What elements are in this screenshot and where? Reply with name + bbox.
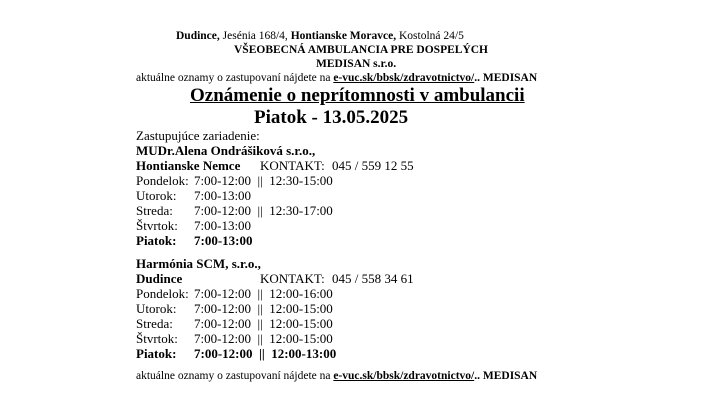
notice-link[interactable]: e-vuc.sk/bbsk/zdravotnictvo/: [333, 370, 475, 382]
facility-1-name: MUDr.Alena Ondrášiková s.r.o.,: [136, 143, 316, 158]
header-ambulance-name: VŠEOBECNÁ AMBULANCIA PRE DOSPELÝCH: [234, 44, 488, 56]
notice-link[interactable]: e-vuc.sk/bbsk/zdravotnictvo/: [333, 72, 475, 84]
header-address-1: Jesénia 168/4,: [219, 30, 291, 42]
facility-2-hours-row: [136, 286, 333, 302]
day-label: Streda:: [136, 316, 173, 331]
hours-value: 7:00-12:00 || 12:00-15:00: [194, 331, 333, 346]
hours-value: 7:00-13:00: [194, 218, 252, 233]
facility-2-name: Harmónia SCM, s.r.o.,: [136, 256, 261, 271]
facility-1-contact-row: [136, 158, 414, 174]
facility-2-hours-row: [136, 331, 333, 347]
day-label: Piatok:: [136, 346, 177, 361]
day-label: Pondelok:: [136, 173, 189, 188]
facility-1-hours-row: [136, 188, 251, 204]
notice-suffix: .. MEDISAN: [474, 72, 538, 84]
facility-1-hours-row: [136, 173, 333, 189]
hours-value: 7:00-12:00 || 12:00-16:00: [194, 286, 333, 301]
facility-2-hours-row: [136, 316, 333, 332]
header-town-2: Hontianske Moravce,: [290, 30, 397, 42]
header-company: MEDISAN s.r.o.: [316, 58, 397, 70]
notice-top: [136, 72, 537, 84]
header-address: [176, 30, 464, 42]
header-town-1: Dudince,: [176, 30, 220, 42]
facility-2-contact-row: [136, 271, 414, 287]
intro-label: Zastupujúce zariadenie:: [136, 128, 260, 143]
facility-2-hours-row-friday: [136, 346, 336, 362]
notice-prefix: aktuálne oznamy o zastupovaní nájdete na: [136, 370, 334, 382]
day-label: Pondelok:: [136, 286, 189, 301]
hours-value: 7:00-12:00 || 12:00-13:00: [194, 346, 337, 361]
hours-value: 7:00-12:00 || 12:00-15:00: [194, 301, 333, 316]
hours-value: 7:00-12:00 || 12:30-17:00: [194, 203, 333, 218]
facility-1-town: Hontianske Nemce: [136, 158, 241, 173]
facility-1-hours-row-friday: [136, 233, 253, 249]
absence-date: Piatok - 13.05.2025: [254, 107, 409, 128]
day-label: Utorok:: [136, 301, 177, 316]
facility-2-hours-row: [136, 301, 333, 317]
hours-value: 7:00-12:00 || 12:30-15:00: [194, 173, 333, 188]
facility-1-hours-row: [136, 203, 333, 219]
hours-value: 7:00-12:00 || 12:00-15:00: [194, 316, 333, 331]
day-label: Utorok:: [136, 188, 177, 203]
notice-bottom: [136, 370, 537, 382]
notice-prefix: aktuálne oznamy o zastupovaní nájdete na: [136, 72, 334, 84]
facility-1-contact-label: KONTAKT:: [260, 158, 325, 173]
hours-value: 7:00-13:00: [194, 233, 253, 248]
page-title: Oznámenie o neprítomnosti v ambulancii: [190, 85, 525, 106]
facility-1-hours-row: [136, 218, 251, 234]
day-label: Streda:: [136, 203, 173, 218]
day-label: Piatok:: [136, 233, 177, 248]
facility-2-contact-label: KONTAKT:: [260, 271, 325, 286]
hours-value: 7:00-13:00: [194, 188, 252, 203]
header-address-2: Kostolná 24/5: [396, 30, 464, 42]
facility-2-phone: 045 / 558 34 61: [332, 271, 414, 286]
facility-1-phone: 045 / 559 12 55: [332, 158, 414, 173]
day-label: Štvrtok:: [136, 331, 178, 346]
day-label: Štvrtok:: [136, 218, 178, 233]
facility-2-town: Dudince: [136, 271, 183, 286]
notice-suffix: .. MEDISAN: [474, 370, 538, 382]
